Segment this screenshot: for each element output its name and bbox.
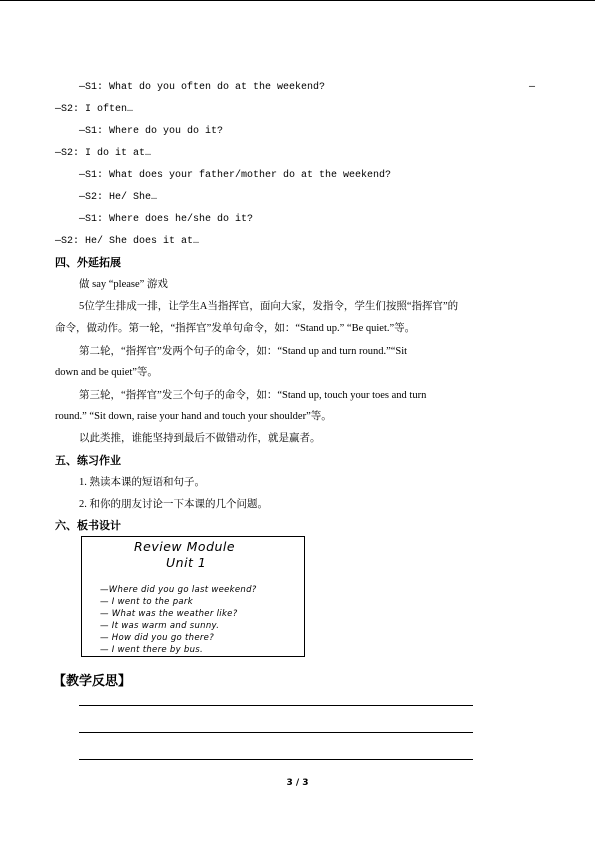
- board-subtitle: Unit 1: [166, 555, 207, 570]
- paragraph-line: 第三轮，“指挥官”发三个句子的命令，如：“Stand up, touch your toes and turn: [79, 390, 427, 401]
- paragraph-line: 做 say “please” 游戏: [79, 279, 168, 290]
- homework-item: 1. 熟读本课的短语和句子。: [79, 477, 205, 488]
- section-heading-board-design: 六、板书设计: [55, 519, 121, 532]
- dialogue-line: —S2: He/ She does it at…: [55, 236, 200, 247]
- board-title: Review Module: [134, 539, 236, 554]
- dialogue-dash: —: [529, 82, 536, 93]
- paragraph-line: down and be quiet”等。: [55, 367, 158, 378]
- dialogue-line: —S2: He/ She…: [79, 192, 158, 203]
- board-line: — How did you go there?: [100, 633, 215, 643]
- board-line: — What was the weather like?: [100, 609, 238, 619]
- dialogue-line: —S2: I often…: [55, 104, 134, 115]
- paragraph-line: 第二轮，“指挥官”发两个句子的命令，如：“Stand up and turn round.”“Sit: [79, 346, 408, 357]
- page-number: 3 / 3: [286, 778, 309, 788]
- paragraph-line: 5位学生排成一排，让学生A当指挥官，面向大家，发指令，学生们按照“指挥官”的: [79, 301, 459, 312]
- dialogue-line: —S1: What does your father/mother do at the weekend?: [79, 170, 392, 181]
- board-line: — It was warm and sunny.: [100, 621, 220, 631]
- dialogue-line: —S2: I do it at…: [55, 148, 152, 159]
- writing-line: [79, 732, 473, 733]
- dialogue-line: —S1: Where does he/she do it?: [79, 214, 254, 225]
- paragraph-line: 命令，做动作。第一轮，“指挥官”发单句命令，如：“Stand up.” “Be quiet.”等。: [55, 323, 416, 334]
- writing-line: [79, 705, 473, 706]
- writing-line: [79, 759, 473, 760]
- homework-item: 2. 和你的朋友讨论一下本课的几个问题。: [79, 499, 268, 510]
- section-heading-extension: 四、外延拓展: [55, 256, 121, 269]
- board-line: — I went there by bus.: [100, 645, 204, 655]
- reflection-heading: 【教学反思】: [53, 674, 132, 689]
- dialogue-line: —S1: Where do you do it?: [79, 126, 224, 137]
- dialogue-line: —S1: What do you often do at the weekend?: [79, 82, 326, 93]
- board-line: —Where did you go last weekend?: [100, 585, 257, 595]
- paragraph-line: 以此类推，谁能坚持到最后不做错动作，就是赢者。: [79, 433, 321, 444]
- paragraph-line: round.” “Sit down, raise your hand and touch your shoulder”等。: [55, 411, 332, 422]
- board-line: — I went to the park: [100, 597, 193, 607]
- blackboard-design-box: [81, 536, 305, 657]
- section-heading-homework: 五、练习作业: [55, 454, 121, 467]
- top-border-line: [0, 0, 595, 1]
